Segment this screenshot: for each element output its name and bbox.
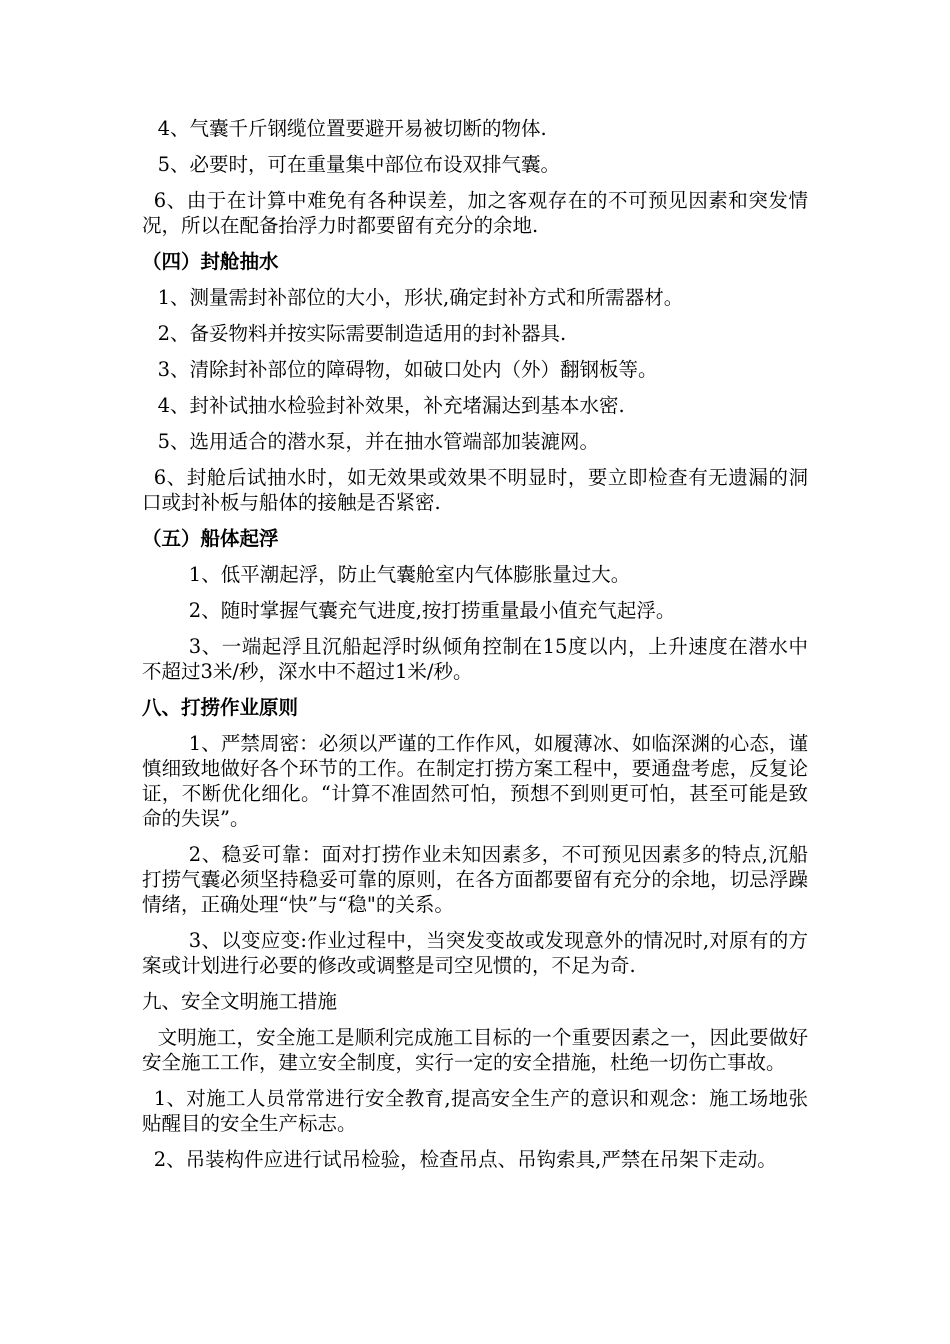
paragraph-refloat-2: 2、随时掌握气囊充气进度,按打捞重量最小值充气起浮。: [188, 599, 676, 622]
paragraph-principle-3: 3、以变应变:作业过程中，当突发变故或发现意外的情况时,对原有的方案或计划进行必要的修改或调整是司空见惯的，不足为奇.: [142, 929, 808, 977]
paragraph-sealing-1: 1、测量需封补部位的大小，形状,确定封补方式和所需器材。: [157, 286, 684, 309]
paragraph-sealing-2: 2、备妥物料并按实际需要制造适用的封补器具.: [157, 322, 567, 345]
paragraph-safety-1: 1、对施工人员常常进行安全教育,提高安全生产的意识和观念：施工场地张贴醒目的安全生产标志。: [142, 1087, 808, 1135]
paragraph-airbag-cable: 4、气囊千斤钢缆位置要避开易被切断的物体.: [157, 117, 547, 140]
document-page: [142, 116, 808, 1183]
section-heading-salvage-principles: 八、打捞作业原则: [142, 696, 299, 719]
paragraph-refloat-3: 3、一端起浮且沉船起浮时纵倾角控制在15度以内，上升速度在潜水中不超过3米/秒，深水中不超过1米/秒。: [142, 635, 808, 683]
paragraph-sealing-6: 6、封舱后试抽水时，如无效果或效果不明显时，要立即检查有无遗漏的洞口或封补板与船体的接触是否紧密.: [142, 466, 808, 514]
paragraph-sealing-4: 4、封补试抽水检验封补效果，补充堵漏达到基本水密.: [157, 394, 625, 417]
paragraph-buoyancy-margin: 6、由于在计算中难免有各种误差，加之客观存在的不可预见因素和突发情况，所以在配备抬浮力时都要留有充分的余地.: [142, 189, 808, 237]
paragraph-sealing-3: 3、清除封补部位的障碍物，如破口处内（外）翻钢板等。: [157, 358, 658, 381]
paragraph-double-row-airbag: 5、必要时，可在重量集中部位布设双排气囊。: [157, 153, 561, 176]
section-heading-safety: 九、安全文明施工措施: [142, 990, 338, 1013]
paragraph-principle-1: 1、严禁周密：必须以严谨的工作作风，如履薄冰、如临深渊的心态，谨慎细致地做好各个环节的工作。在制定打捞方案工程中，要通盘考虑，反复论证，不断优化细化。“计算不准固然可怕，预想不到则更可怕，甚至可能是致命的失误”。: [142, 732, 808, 830]
section-heading-sealing: （四）封舱抽水: [142, 250, 279, 273]
paragraph-safety-2: 2、吊装构件应进行试吊检验，检查吊点、吊钩索具,严禁在吊架下走动。: [153, 1148, 777, 1171]
section-heading-refloat: （五）船体起浮: [142, 527, 279, 550]
paragraph-refloat-1: 1、低平潮起浮，防止气囊舱室内气体膨胀量过大。: [188, 563, 631, 586]
paragraph-sealing-5: 5、选用适合的潜水泵，并在抽水管端部加装漉网。: [157, 430, 600, 453]
paragraph-safety-intro: 文明施工，安全施工是顺利完成施工目标的一个重要因素之一，因此要做好安全施工工作，建立安全制度，实行一定的安全措施，杜绝一切伤亡事故。: [142, 1026, 808, 1074]
paragraph-principle-2: 2、稳妥可靠：面对打捞作业未知因素多，不可预见因素多的特点,沉船打捞气囊必须坚持稳妥可靠的原则，在各方面都要留有充分的余地，切忌浮躁情绪，正确处理“快”与“稳"的关系。: [142, 843, 808, 916]
